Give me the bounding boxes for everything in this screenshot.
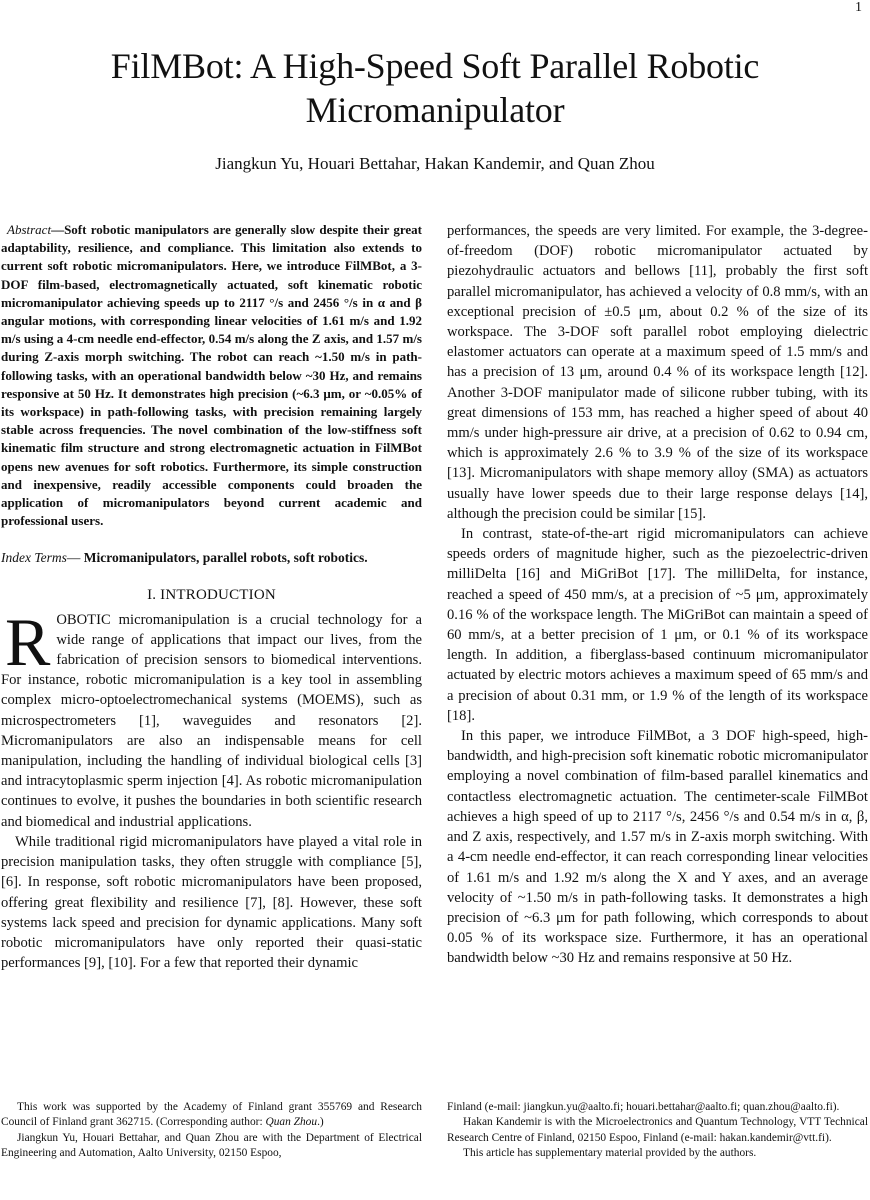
drop-cap: R [5, 603, 51, 680]
intro-paragraph-1-text: OBOTIC micromanipulation is a crucial technology for a wide range of applications that impact our lives, from the fabrication of precision sensors to biomedical interventions. For instance, robotic micromanipulation is a key tool in assembling complex micro-optoelectromechanical systems (MOEMS), such as microspectrometers [1], waveguides and resonators [2]. Micromanipulators are also an indispensable means for cell manipulation, including the handling of individual biological cells [3] and intracytoplasmic sperm injection [4]. As robotic micromanipulation continues to evolve, it pushes the boundaries in both scientific research and biomedical and industrial applications. [1, 611, 422, 830]
affiliation-footnote-1: Jiangkun Yu, Houari Bettahar, and Quan Zhou are with the Department of Electrical Engineering and Automation, Aalto University, 02150 Espoo, [1, 1131, 422, 1160]
intro-paragraph-2: While traditional rigid micromanipulators have played a vital role in precision manipulation tasks, they often struggle with compliance [5], [6]. In response, soft robotic micromanipulators have been proposed, offering great flexibility and resilience [7], [8]. However, these soft systems lack speed and precision for dynamic applications. Many soft robotic micromanipulators have only reported their quasi-static performances [9], [10]. For a few that reported their dynamic [1, 833, 422, 972]
footnotes-right [447, 1100, 868, 1162]
abstract [1, 221, 422, 530]
section-heading: I. INTRODUCTION [147, 587, 276, 604]
funding-text-end: .) [317, 1116, 324, 1129]
index-terms-label: Index Terms [1, 550, 67, 566]
right-column [447, 221, 868, 969]
abstract-label: Abstract [7, 222, 52, 237]
abstract-text: —Soft robotic manipulators are generally slow despite their great adaptability, resilience, and compliance. This limitation also extends to current soft robotic micromanipulators. Here, we introduce FilMBot, a 3-DOF film-based, electromagnetically actuated, soft kinematic robotic micromanipulator achieving speeds up to 2117 °/s and 2456 °/s in α and β angular motions, with corresponding linear velocities of 1.61 m/s and 1.92 m/s using a 4-cm needle end-effector, 0.54 m/s along the Z axis, and 1.57 m/s during Z-axis morph switching. The robot can reach ~1.50 m/s in path-following tasks, with an operational bandwidth below ~30 Hz, and remains responsive at 50 Hz. It demonstrates high precision (~6.3 μm, or ~0.05% of its workspace) in path-following tasks, with precision remaining largely stable across frequencies. The novel combination of the low-stiffness soft kinematic film structure and strong electromagnetic actuation in FilMBot opens new avenues for soft robotics. Furthermore, its simple construction and inexpensive, readily accessible components could broaden the application of micromanipulators beyond current academic and professional users. [1, 222, 422, 529]
corresponding-author: Quan Zhou [265, 1116, 318, 1129]
footnotes-left [1, 1100, 422, 1162]
intro-paragraph-3: performances, the speeds are very limited. For example, the 3-degree-of-freedom (DOF) robotic micromanipulator actuated by piezohydraulic actuators and bellows [11], probably the first soft parallel micromanipulator, has achieved a velocity of 0.8 mm/s, with an exceptional precision of ±0.5 μm, about 0.2 % of the size of its workspace. The 3-DOF soft parallel robot employing dielectric elastomer actuators can operate at a maximum speed of 1.5 mm/s and has a precision of 13 μm, around 0.4 % of its workspace length [12]. Another 3-DOF manipulator made of silicone rubber tubing, with its great dimensions of 153 mm, has reached a higher speed of about 40 mm/s under high-pressure air drive, at a precision of 0.62 to 0.94 cm, which is approximately 2.6 % to 3.9 % of the size of its workspace [13]. Micromanipulators with shape memory alloy (SMA) as actuators usually have lower speeds due to their large response delays [14], although the precision could be similar [15]. [447, 223, 868, 522]
intro-paragraph-5: In this paper, we introduce FilMBot, a 3 DOF high-speed, high-bandwidth, and high-precision soft kinematic robotic micromanipulator employing a novel combination of film-based parallel kinematics and contactless electromagnetic actuation. The centimeter-scale FilMBot achieves a high speed of up to 2117 °/s, 2456 °/s and 0.54 m/s in α, β, and Z axis, respectively, and 1.57 m/s in Z-axis morph switching. With a 4-cm needle end-effector, it can reach corresponding linear velocities of 1.61 m/s and 1.92 m/s along the X and Y axes, and an average velocity of ~1.50 m/s in path-following tasks. It demonstrates a high precision of ~6.3 μm for path following, which corresponds to about 0.05 % of its workspace size. Furthermore, it has an operational bandwidth below ~30 Hz and remains responsive at 50 Hz. [447, 728, 868, 967]
intro-paragraph-1 [1, 603, 422, 832]
index-terms-dash: — [66, 550, 81, 566]
index-terms [1, 549, 422, 567]
funding-text: This work was supported by the Academy of Finland grant 355769 and Research Council of Finland grant 362715. (Corresponding author: [1, 1101, 422, 1129]
intro-paragraph-4: In contrast, state-of-the-art rigid micromanipulators can achieve speeds orders of magnitude higher, such as the piezoelectric-driven milliDelta [16] and MiGriBot [17]. The milliDelta, for instance, reached a speed of 450 mm/s, at a precision of ~5 μm, approximately 0.16 % of the workspace length. The MiGriBot can maintain a speed of 60 mm/s, at a better precision of 1 μm, or 0.1 % of its workspace length. In addition, a fiberglass-based continuum micromanipulator actuated by electric motors achieves a maximum speed of 65 mm/s and a precision of about 0.31 mm, or 1.9 % of the length of its workspace [18]. [447, 526, 868, 724]
left-column [1, 221, 422, 973]
funding-footnote [1, 1100, 422, 1131]
author-list: Jiangkun Yu, Houari Bettahar, Hakan Kandemir, and Quan Zhou [215, 154, 655, 173]
page-number: 1 [855, 0, 862, 15]
supplementary-note: This article has supplementary material provided by the authors. [463, 1147, 757, 1160]
index-terms-text: Micromanipulators, parallel robots, soft robotics. [80, 550, 368, 566]
affiliation-footnote-2: Hakan Kandemir is with the Microelectronics and Quantum Technology, VTT Technical Research Centre of Finland, 02150 Espoo, Finland (e-mail: hakan.kandemir@vtt.fi). [447, 1116, 868, 1144]
affiliation-footnote-1-cont: Finland (e-mail: jiangkun.yu@aalto.fi; houari.bettahar@aalto.fi; quan.zhou@aalto.fi). [447, 1101, 840, 1113]
paper-title: FilMBot: A High-Speed Soft Parallel Robotic Micromanipulator [110, 46, 760, 130]
